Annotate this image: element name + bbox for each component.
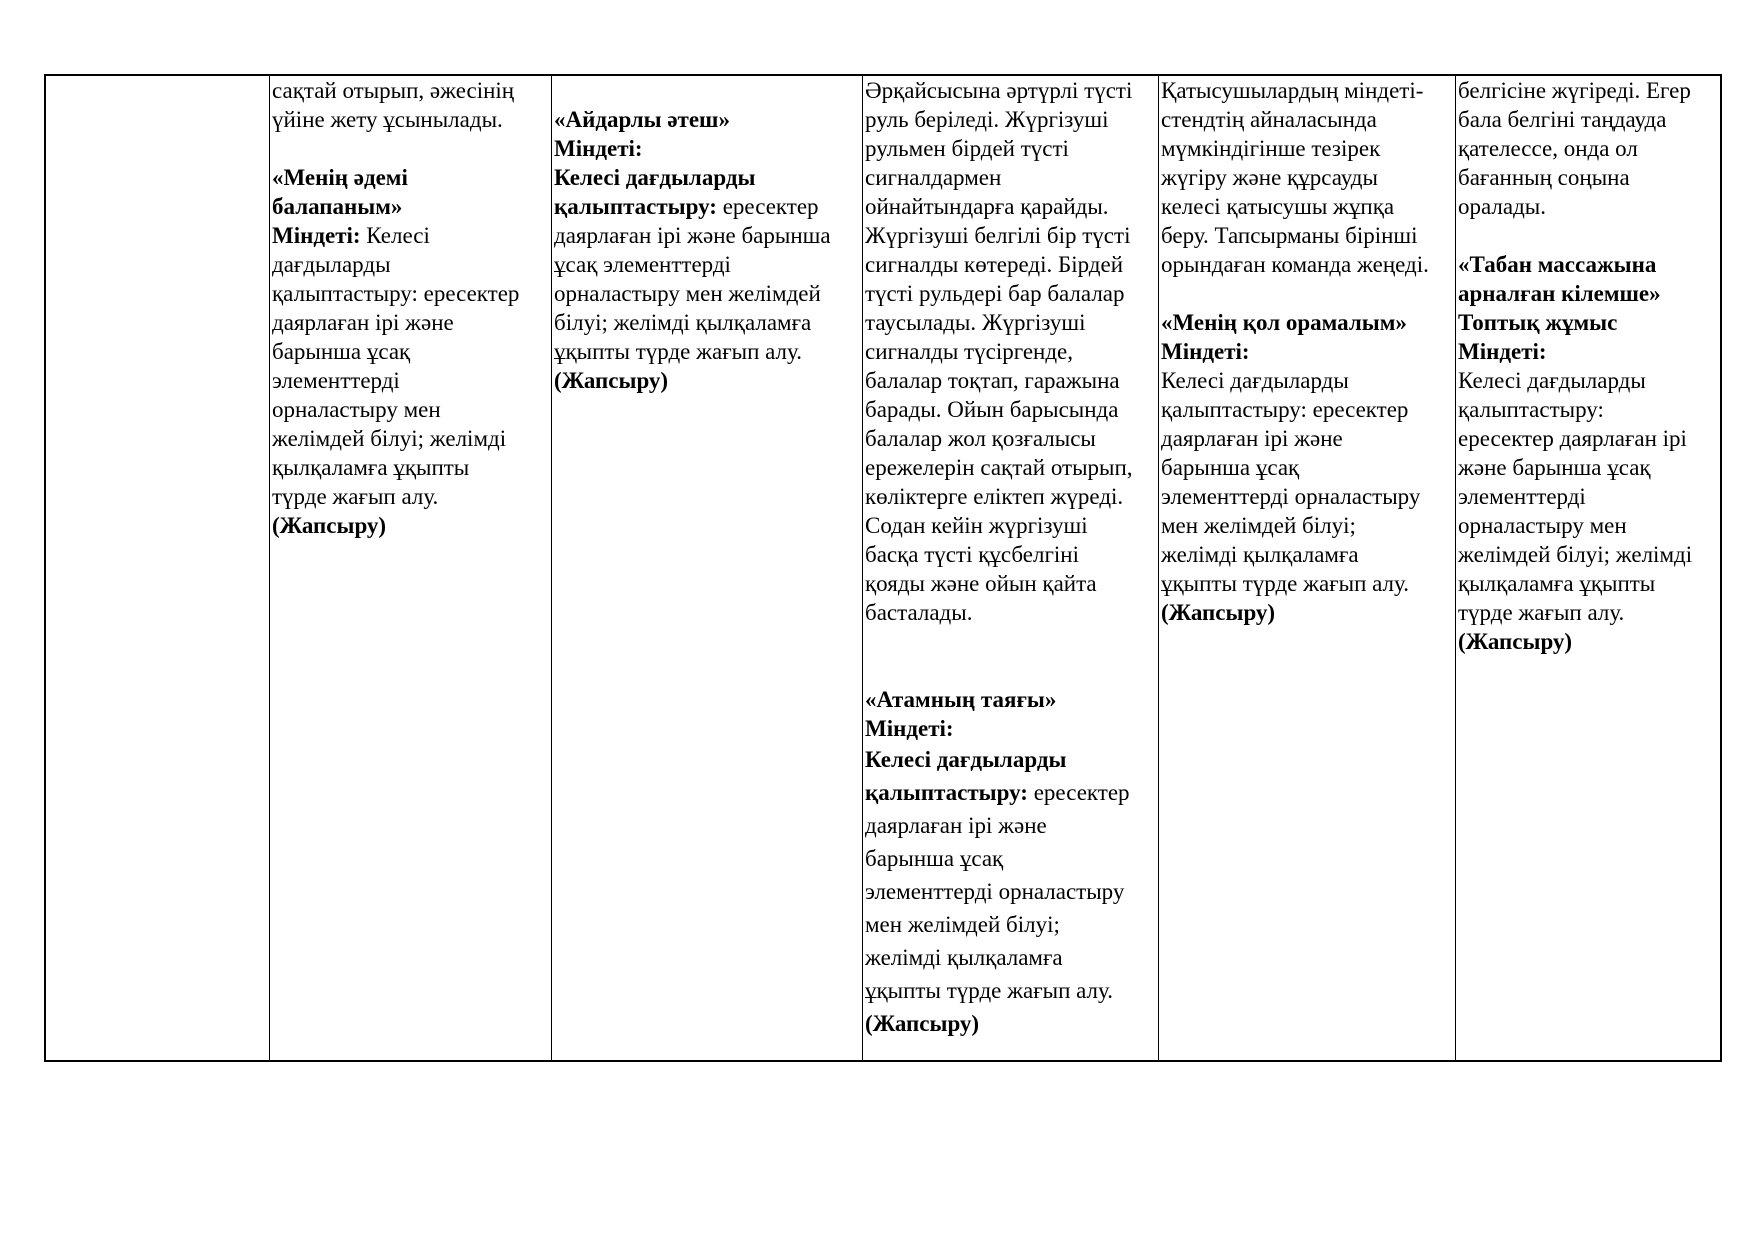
task-label: Міндеті:	[1458, 339, 1547, 364]
activity-tag: (Жапсыру)	[554, 368, 669, 393]
skills-text: ересектер даярлаған ірі және барынша ұсақ элементтерді орналастыру мен желімдей білуі; желімді қылқаламға ұқыпты түрде жағып алу.	[865, 780, 1130, 1003]
activity-tag: (Жапсыру)	[272, 513, 387, 538]
skills-text: ересектер даярлаған ірі және барынша ұсақ элементтерді орналастыру мен желімдей білуі; желімді қылқаламға ұқыпты түрде жағып алу.	[554, 194, 831, 364]
task-label: Міндеті:	[554, 136, 643, 161]
task-text: Келесі дағдыларды қалыптастыру: ересектер даярлаған ірі және барынша ұсақ элементтерді орналастыру мен желімдей білуі; желімді қылқаламға ұқыпты түрде жағып алу.	[1161, 368, 1421, 596]
task-paragraph	[272, 221, 551, 511]
task-paragraph	[865, 743, 1158, 1007]
table-cell-activity-5	[1456, 76, 1722, 1060]
task-label: Міндеті:	[1161, 339, 1250, 364]
activity-tag: (Жапсыру)	[1458, 629, 1573, 654]
activity-tag: (Жапсыру)	[865, 1011, 980, 1036]
activity-title: «Табан массажына арналған кілемше»	[1458, 252, 1661, 306]
table-cell-activity-2	[552, 76, 863, 1060]
task-text: Келесі дағдыларды қалыптастыру: ересектер даярлаған ірі және барынша ұсақ элементтерді орналастыру мен желімдей білуі; желімді қылқаламға ұқыпты түрде жағып алу.	[272, 223, 520, 509]
skills-label: Келесі дағдыларды қалыптастыру:	[865, 747, 1067, 805]
task-label: Міндеті:	[865, 716, 954, 741]
cell-intro-text: белгісіне жүгіреді. Егер бала белгіні таңдауда қателессе, онда ол бағанның соңына оралады.	[1458, 78, 1691, 219]
cell-intro-text: Әрқайсысына әртүрлі түсті руль беріледі. Жүргізуші рульмен бірдей түсті сигналдармен ойнайтындарға қарайды. Жүргізуші белгілі бір түсті сигналды көтереді. Бірдей түсті рульдері бар балалар таусылады. Жүргізуші сигналды түсіргенде, балалар тоқтап, гаражына барады. Ойын барысында балалар жол қозғалысы ережелерін сақтай отырып, көліктерге еліктеп жүреді. Содан кейін жүргізуші басқа түсті құсбелгіні қояды және ойын қайта басталады.	[865, 78, 1133, 625]
table-cell-activity-3	[863, 76, 1159, 1060]
table-cell-activity-1	[270, 76, 552, 1060]
table-cell-empty	[46, 76, 270, 1060]
task-paragraph	[554, 163, 862, 366]
cell-intro-text: сақтай отырып, әжесінің үйіне жету ұсынылады.	[272, 78, 515, 132]
skills-label: Келесі дағдыларды қалыптастыру:	[554, 165, 756, 219]
task-label: Міндеті:	[272, 223, 361, 248]
cell-intro-text: Қатысушылардың міндеті- стендтің айналасында мүмкіндігінше тезірек жүгіру және құрсауды келесі қатысушы жұпқа беру. Тапсырманы бірінші орындаған команда жеңеді.	[1161, 78, 1429, 277]
activity-title: «Атамның таяғы»	[865, 687, 1057, 712]
activity-subtitle: Топтық жұмыс	[1458, 310, 1618, 335]
activity-title: «Айдарлы әтеш»	[554, 107, 730, 132]
task-text: Келесі дағдыларды қалыптастыру: ересектер даярлаған ірі және барынша ұсақ элементтерді орналастыру мен желімдей білуі; желімді қылқаламға ұқыпты түрде жағып алу.	[1458, 368, 1693, 625]
activity-tag: (Жапсыру)	[1161, 600, 1276, 625]
activity-table	[44, 74, 1722, 1062]
table-cell-activity-4	[1159, 76, 1456, 1060]
activity-title: «Менің қол орамалым»	[1161, 310, 1407, 335]
activity-title: «Менің әдемі балапаным»	[272, 165, 408, 219]
